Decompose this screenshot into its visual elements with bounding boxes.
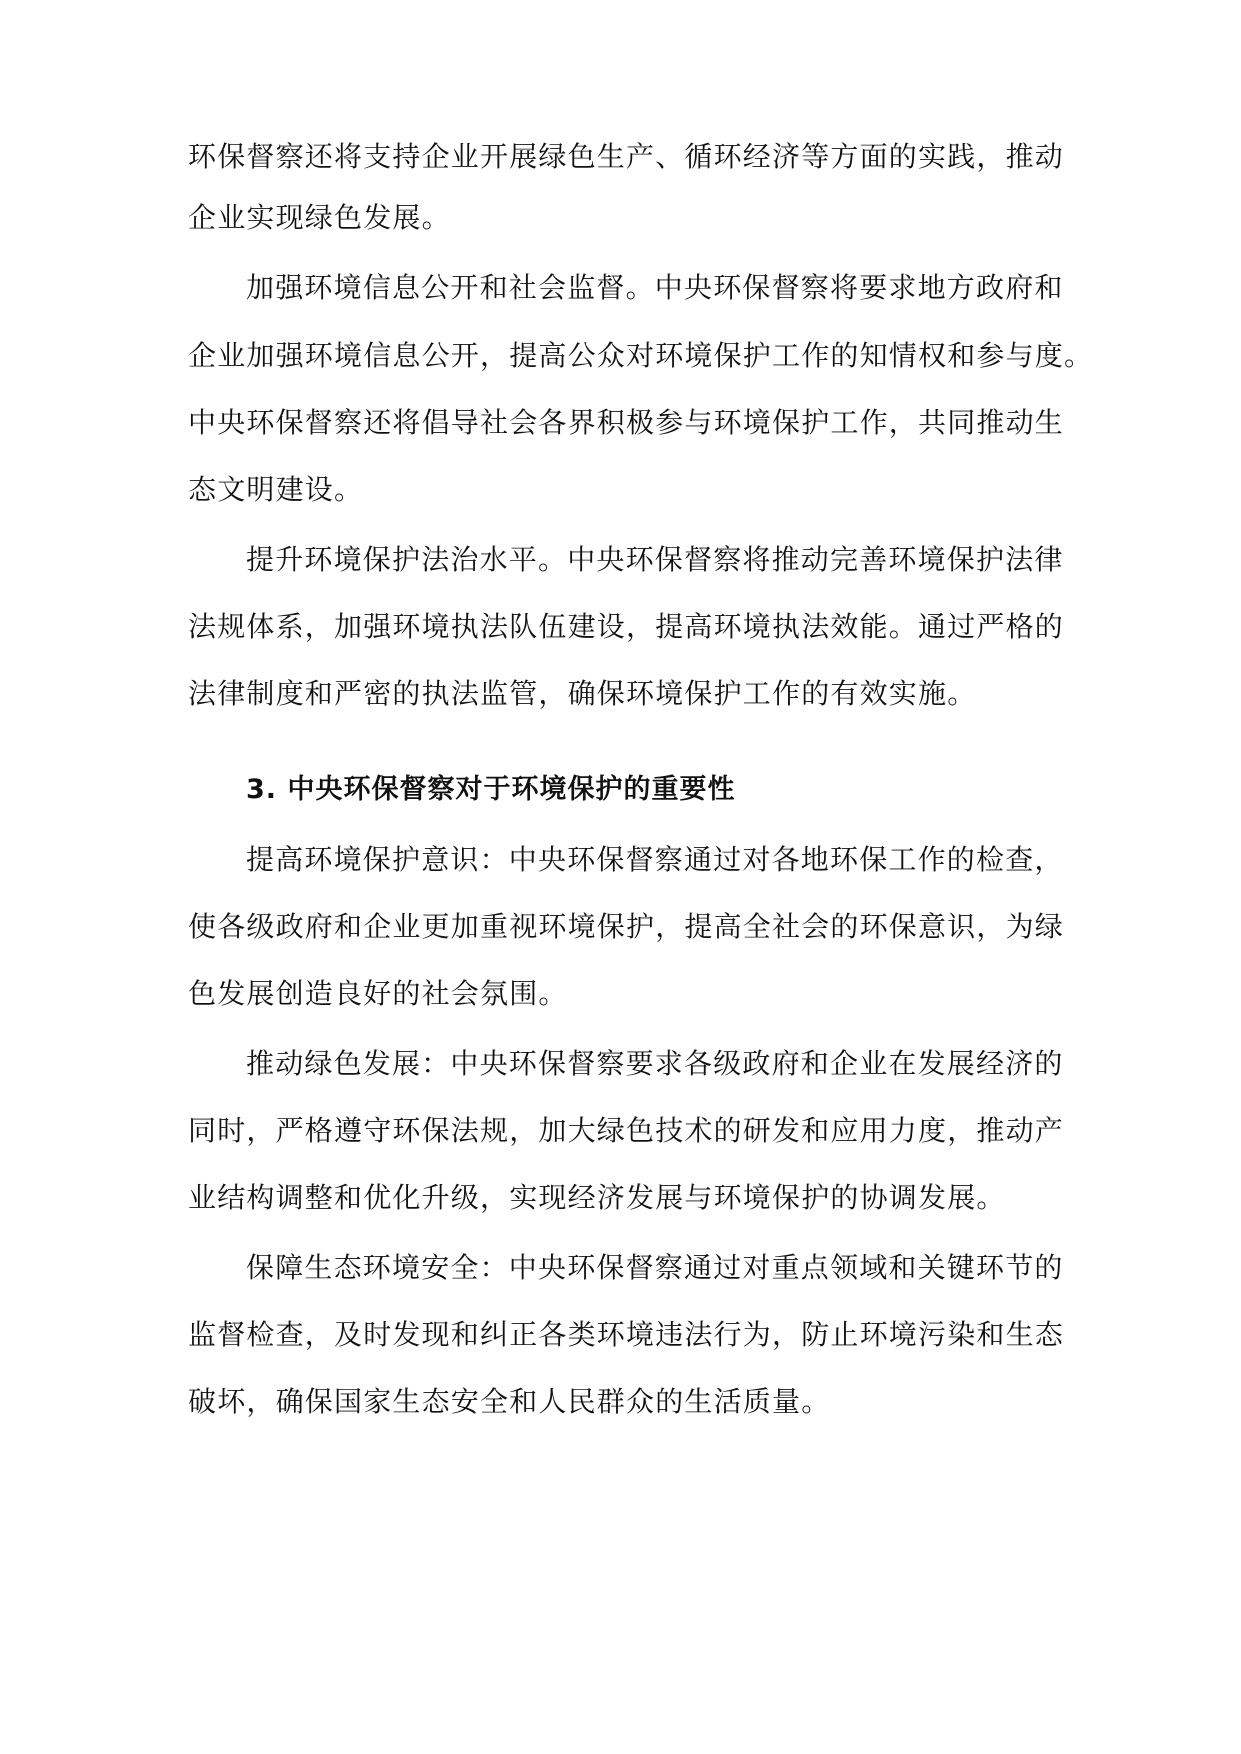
paragraph-line: 推动绿色发展：中央环保督察要求各级政府和企业在发展经济的 bbox=[246, 1047, 1064, 1080]
paragraph-line: 破坏，确保国家生态安全和人民群众的生活质量。 bbox=[188, 1385, 831, 1418]
paragraph-line: 色发展创造良好的社会氛围。 bbox=[188, 977, 568, 1010]
paragraph-line: 同时，严格遵守环保法规，加大绿色技术的研发和应用力度，推动产 bbox=[188, 1114, 1065, 1147]
paragraph-line: 加强环境信息公开和社会监督。中央环保督察将要求地方政府和 bbox=[246, 271, 1064, 304]
paragraph-line: 使各级政府和企业更加重视环境保护，提高全社会的环保意识，为绿 bbox=[188, 910, 1065, 943]
paragraph-line: 法律制度和严密的执法监管，确保环境保护工作的有效实施。 bbox=[188, 677, 977, 710]
paragraph-line: 监督检查，及时发现和纠正各类环境违法行为，防止环境污染和生态 bbox=[188, 1318, 1065, 1351]
paragraph-line: 企业加强环境信息公开，提高公众对环境保护工作的知情权和参与度。 bbox=[188, 339, 1094, 372]
paragraph-line: 中央环保督察还将倡导社会各界积极参与环境保护工作，共同推动生 bbox=[188, 406, 1065, 439]
paragraph-line: 保障生态环境安全：中央环保督察通过对重点领域和关键环节的 bbox=[246, 1251, 1064, 1284]
paragraph-line: 业结构调整和优化升级，实现经济发展与环境保护的协调发展。 bbox=[188, 1181, 1006, 1214]
paragraph-line: 提高环境保护意识：中央环保督察通过对各地环保工作的检查， bbox=[246, 843, 1064, 876]
paragraph-line: 环保督察还将支持企业开展绿色生产、循环经济等方面的实践，推动 bbox=[188, 140, 1065, 173]
paragraph-line: 企业实现绿色发展。 bbox=[188, 201, 451, 234]
section-heading: 3. 中央环保督察对于环境保护的重要性 bbox=[246, 774, 736, 805]
paragraph-line: 提升环境保护法治水平。中央环保督察将推动完善环境保护法律 bbox=[246, 543, 1064, 576]
paragraph-line: 态文明建设。 bbox=[188, 473, 364, 506]
paragraph-line: 法规体系，加强环境执法队伍建设，提高环境执法效能。通过严格的 bbox=[188, 610, 1065, 643]
